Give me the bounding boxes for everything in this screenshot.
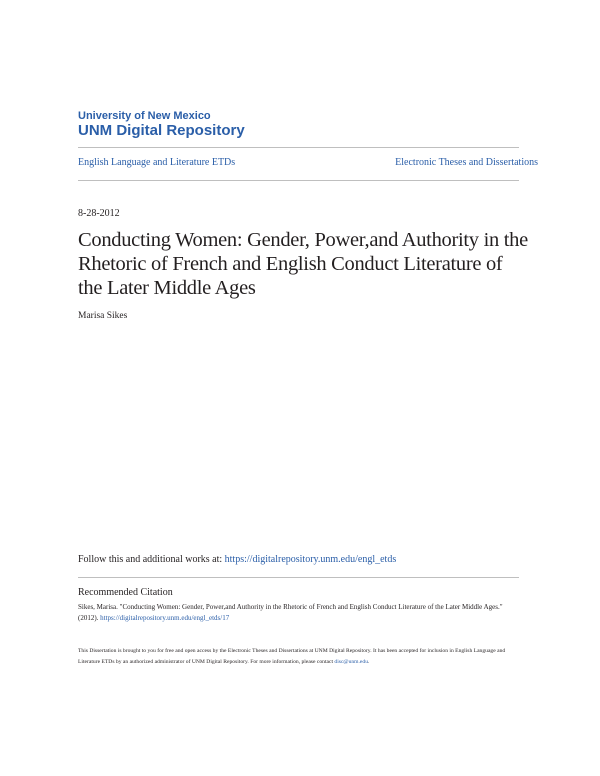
follow-line: [78, 554, 396, 565]
contact-email-link[interactable]: disc@unm.edu: [334, 659, 369, 665]
access-notice: [78, 646, 523, 668]
notice-end: .: [368, 659, 370, 665]
university-name: University of New Mexico: [78, 110, 211, 122]
citation-divider: [78, 577, 519, 578]
repository-name[interactable]: UNM Digital Repository: [78, 122, 245, 139]
document-title: Conducting Women: Gender, Power,and Authority in the Rhetoric of French and English Conduct Literature of the Later Middle Ages: [78, 229, 528, 299]
follow-link[interactable]: https://digitalrepository.unm.edu/engl_etds: [224, 554, 397, 565]
series-link[interactable]: Electronic Theses and Dissertations: [395, 157, 538, 168]
collection-link[interactable]: English Language and Literature ETDs: [78, 157, 236, 168]
citation-link[interactable]: https://digitalrepository.unm.edu/engl_etds/17: [100, 614, 230, 622]
citation-body: Sikes, Marisa. "Conducting Women: Gender, Power,and Authority in the Rhetoric of French and English Conduct Literature of the Later Middle Ages." (2012).: [78, 603, 503, 622]
collection-divider: [78, 180, 519, 181]
citation-heading: Recommended Citation: [78, 587, 173, 598]
publication-date: 8-28-2012: [78, 208, 120, 219]
notice-body: This Dissertation is brought to you for free and open access by the Electronic Theses and Dissertations at UNM Digital Repository. It has been accepted for inclusion in English Language and Literature ETDs by an authorized administrator of UNM Digital Repository. For more information, please contact: [78, 648, 506, 665]
author-name: Marisa Sikes: [78, 311, 128, 321]
follow-text: Follow this and additional works at:: [78, 554, 225, 565]
citation-text: [78, 602, 523, 624]
top-divider: [78, 147, 519, 148]
